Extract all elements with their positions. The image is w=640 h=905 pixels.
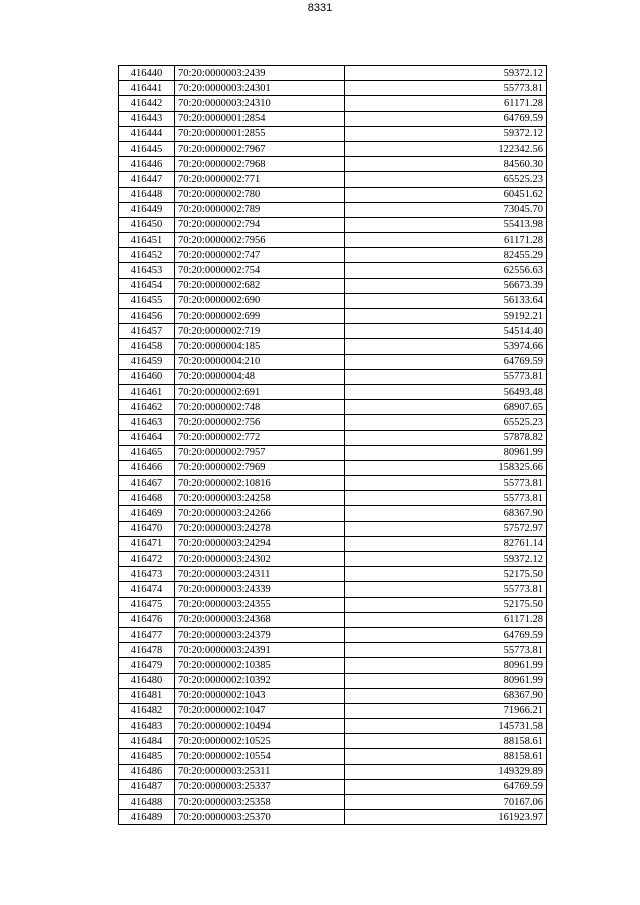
row-number-cell: 416457 (119, 324, 175, 339)
row-number-cell: 416449 (119, 202, 175, 217)
value-cell: 52175.50 (345, 567, 547, 582)
row-number-cell: 416447 (119, 172, 175, 187)
value-cell: 52175.50 (345, 597, 547, 612)
table-row (119, 141, 547, 156)
cadastral-number-cell: 70:20:0000003:24391 (175, 643, 345, 658)
cadastral-number-cell: 70:20:0000003:25311 (175, 764, 345, 779)
table-row (119, 810, 547, 825)
row-number-cell: 416452 (119, 248, 175, 263)
table-row (119, 263, 547, 278)
table-row (119, 202, 547, 217)
cadastral-number-cell: 70:20:0000002:690 (175, 293, 345, 308)
table-row (119, 779, 547, 794)
cadastral-number-cell: 70:20:0000002:7969 (175, 460, 345, 475)
cadastral-number-cell: 70:20:0000002:699 (175, 309, 345, 324)
table-row (119, 81, 547, 96)
value-cell: 88158.61 (345, 749, 547, 764)
row-number-cell: 416483 (119, 719, 175, 734)
cadastral-number-cell: 70:20:0000002:772 (175, 430, 345, 445)
value-cell: 64769.59 (345, 627, 547, 642)
row-number-cell: 416468 (119, 491, 175, 506)
cadastral-number-cell: 70:20:0000003:25370 (175, 810, 345, 825)
cadastral-number-cell: 70:20:0000003:24266 (175, 506, 345, 521)
cadastral-number-cell: 70:20:0000004:185 (175, 339, 345, 354)
table-row (119, 96, 547, 111)
row-number-cell: 416451 (119, 233, 175, 248)
row-number-cell: 416472 (119, 552, 175, 567)
row-number-cell: 416440 (119, 66, 175, 81)
cadastral-number-cell: 70:20:0000001:2855 (175, 126, 345, 141)
row-number-cell: 416470 (119, 521, 175, 536)
row-number-cell: 416463 (119, 415, 175, 430)
cadastral-number-cell: 70:20:0000003:24302 (175, 552, 345, 567)
value-cell: 55773.81 (345, 491, 547, 506)
table-row (119, 293, 547, 308)
value-cell: 59372.12 (345, 66, 547, 81)
value-cell: 55773.81 (345, 369, 547, 384)
cadastral-number-cell: 70:20:0000002:794 (175, 217, 345, 232)
table-row (119, 172, 547, 187)
row-number-cell: 416465 (119, 445, 175, 460)
row-number-cell: 416462 (119, 400, 175, 415)
cadastral-number-cell: 70:20:0000001:2854 (175, 111, 345, 126)
cadastral-number-cell: 70:20:0000003:24368 (175, 612, 345, 627)
table-row (119, 430, 547, 445)
value-cell: 64769.59 (345, 354, 547, 369)
cadastral-number-cell: 70:20:0000002:7957 (175, 445, 345, 460)
cadastral-number-cell: 70:20:0000002:1043 (175, 688, 345, 703)
row-number-cell: 416481 (119, 688, 175, 703)
table-row (119, 491, 547, 506)
cadastral-number-cell: 70:20:0000002:756 (175, 415, 345, 430)
table-row (119, 324, 547, 339)
cadastral-number-cell: 70:20:0000002:7967 (175, 141, 345, 156)
row-number-cell: 416459 (119, 354, 175, 369)
table-row (119, 445, 547, 460)
table-row (119, 400, 547, 415)
row-number-cell: 416461 (119, 384, 175, 399)
value-cell: 68907.65 (345, 400, 547, 415)
table-row (119, 476, 547, 491)
value-cell: 158325.66 (345, 460, 547, 475)
table-row (119, 719, 547, 734)
cadastral-number-cell: 70:20:0000002:754 (175, 263, 345, 278)
table-row (119, 248, 547, 263)
row-number-cell: 416482 (119, 703, 175, 718)
cadastral-number-cell: 70:20:0000003:25337 (175, 779, 345, 794)
value-cell: 82455.29 (345, 248, 547, 263)
cadastral-number-cell: 70:20:0000003:24310 (175, 96, 345, 111)
cadastral-number-cell: 70:20:0000002:10494 (175, 719, 345, 734)
table-row (119, 703, 547, 718)
table-row (119, 354, 547, 369)
row-number-cell: 416442 (119, 96, 175, 111)
row-number-cell: 416479 (119, 658, 175, 673)
row-number-cell: 416478 (119, 643, 175, 658)
row-number-cell: 416476 (119, 612, 175, 627)
table-row (119, 521, 547, 536)
table-row (119, 506, 547, 521)
value-cell: 64769.59 (345, 779, 547, 794)
table-row (119, 552, 547, 567)
cadastral-number-cell: 70:20:0000003:24294 (175, 536, 345, 551)
records-table-body (119, 66, 547, 825)
value-cell: 61171.28 (345, 612, 547, 627)
row-number-cell: 416488 (119, 795, 175, 810)
row-number-cell: 416487 (119, 779, 175, 794)
table-row (119, 66, 547, 81)
row-number-cell: 416466 (119, 460, 175, 475)
cadastral-number-cell: 70:20:0000004:210 (175, 354, 345, 369)
value-cell: 70167.06 (345, 795, 547, 810)
value-cell: 71966.21 (345, 703, 547, 718)
value-cell: 57878.82 (345, 430, 547, 445)
value-cell: 55773.81 (345, 81, 547, 96)
cadastral-number-cell: 70:20:0000003:24278 (175, 521, 345, 536)
value-cell: 56493.48 (345, 384, 547, 399)
table-row (119, 384, 547, 399)
row-number-cell: 416445 (119, 141, 175, 156)
value-cell: 56673.39 (345, 278, 547, 293)
row-number-cell: 416464 (119, 430, 175, 445)
table-row (119, 612, 547, 627)
table-row (119, 415, 547, 430)
value-cell: 56133.64 (345, 293, 547, 308)
table-row (119, 157, 547, 172)
value-cell: 149329.89 (345, 764, 547, 779)
value-cell: 80961.99 (345, 673, 547, 688)
cadastral-number-cell: 70:20:0000002:10525 (175, 734, 345, 749)
value-cell: 88158.61 (345, 734, 547, 749)
table-row (119, 111, 547, 126)
value-cell: 55773.81 (345, 643, 547, 658)
row-number-cell: 416484 (119, 734, 175, 749)
cadastral-number-cell: 70:20:0000002:10385 (175, 658, 345, 673)
value-cell: 65525.23 (345, 172, 547, 187)
row-number-cell: 416443 (119, 111, 175, 126)
table-row (119, 673, 547, 688)
cadastral-number-cell: 70:20:0000002:10392 (175, 673, 345, 688)
table-row (119, 126, 547, 141)
cadastral-number-cell: 70:20:0000002:7956 (175, 233, 345, 248)
table-row (119, 536, 547, 551)
value-cell: 61171.28 (345, 233, 547, 248)
cadastral-number-cell: 70:20:0000003:25358 (175, 795, 345, 810)
cadastral-number-cell: 70:20:0000002:719 (175, 324, 345, 339)
value-cell: 55413.98 (345, 217, 547, 232)
value-cell: 62556.63 (345, 263, 547, 278)
table-row (119, 688, 547, 703)
cadastral-number-cell: 70:20:0000002:780 (175, 187, 345, 202)
cadastral-number-cell: 70:20:0000003:24379 (175, 627, 345, 642)
table-row (119, 339, 547, 354)
value-cell: 59372.12 (345, 552, 547, 567)
row-number-cell: 416448 (119, 187, 175, 202)
cadastral-number-cell: 70:20:0000003:2439 (175, 66, 345, 81)
value-cell: 73045.70 (345, 202, 547, 217)
row-number-cell: 416450 (119, 217, 175, 232)
cadastral-number-cell: 70:20:0000003:24301 (175, 81, 345, 96)
row-number-cell: 416474 (119, 582, 175, 597)
cadastral-number-cell: 70:20:0000003:24339 (175, 582, 345, 597)
cadastral-number-cell: 70:20:0000002:748 (175, 400, 345, 415)
cadastral-number-cell: 70:20:0000002:747 (175, 248, 345, 263)
value-cell: 68367.90 (345, 506, 547, 521)
row-number-cell: 416477 (119, 627, 175, 642)
table-row (119, 369, 547, 384)
table-row (119, 233, 547, 248)
row-number-cell: 416485 (119, 749, 175, 764)
table-row (119, 627, 547, 642)
value-cell: 84560.30 (345, 157, 547, 172)
table-row (119, 795, 547, 810)
value-cell: 55773.81 (345, 476, 547, 491)
cadastral-number-cell: 70:20:0000003:24311 (175, 567, 345, 582)
row-number-cell: 416467 (119, 476, 175, 491)
row-number-cell: 416456 (119, 309, 175, 324)
value-cell: 60451.62 (345, 187, 547, 202)
cadastral-number-cell: 70:20:0000002:771 (175, 172, 345, 187)
table-row (119, 734, 547, 749)
value-cell: 53974.66 (345, 339, 547, 354)
table-row (119, 187, 547, 202)
records-table (118, 65, 547, 825)
row-number-cell: 416489 (119, 810, 175, 825)
row-number-cell: 416475 (119, 597, 175, 612)
row-number-cell: 416444 (119, 126, 175, 141)
value-cell: 68367.90 (345, 688, 547, 703)
value-cell: 122342.56 (345, 141, 547, 156)
table-row (119, 582, 547, 597)
row-number-cell: 416455 (119, 293, 175, 308)
row-number-cell: 416486 (119, 764, 175, 779)
cadastral-number-cell: 70:20:0000002:691 (175, 384, 345, 399)
table-row (119, 217, 547, 232)
value-cell: 54514.40 (345, 324, 547, 339)
table-row (119, 278, 547, 293)
row-number-cell: 416454 (119, 278, 175, 293)
cadastral-number-cell: 70:20:0000003:24258 (175, 491, 345, 506)
value-cell: 59192.21 (345, 309, 547, 324)
value-cell: 80961.99 (345, 445, 547, 460)
value-cell: 59372.12 (345, 126, 547, 141)
cadastral-number-cell: 70:20:0000004:48 (175, 369, 345, 384)
cadastral-number-cell: 70:20:0000002:682 (175, 278, 345, 293)
cadastral-number-cell: 70:20:0000003:24355 (175, 597, 345, 612)
table-row (119, 658, 547, 673)
value-cell: 55773.81 (345, 582, 547, 597)
row-number-cell: 416469 (119, 506, 175, 521)
table-row (119, 460, 547, 475)
cadastral-number-cell: 70:20:0000002:1047 (175, 703, 345, 718)
value-cell: 57572.97 (345, 521, 547, 536)
table-row (119, 764, 547, 779)
value-cell: 61171.28 (345, 96, 547, 111)
value-cell: 161923.97 (345, 810, 547, 825)
row-number-cell: 416441 (119, 81, 175, 96)
value-cell: 65525.23 (345, 415, 547, 430)
value-cell: 64769.59 (345, 111, 547, 126)
row-number-cell: 416460 (119, 369, 175, 384)
row-number-cell: 416473 (119, 567, 175, 582)
row-number-cell: 416480 (119, 673, 175, 688)
value-cell: 80961.99 (345, 658, 547, 673)
cadastral-number-cell: 70:20:0000002:10816 (175, 476, 345, 491)
row-number-cell: 416458 (119, 339, 175, 354)
value-cell: 82761.14 (345, 536, 547, 551)
cadastral-number-cell: 70:20:0000002:789 (175, 202, 345, 217)
table-row (119, 749, 547, 764)
table-row (119, 597, 547, 612)
row-number-cell: 416471 (119, 536, 175, 551)
row-number-cell: 416453 (119, 263, 175, 278)
cadastral-number-cell: 70:20:0000002:7968 (175, 157, 345, 172)
table-row (119, 643, 547, 658)
value-cell: 145731.58 (345, 719, 547, 734)
table-row (119, 567, 547, 582)
row-number-cell: 416446 (119, 157, 175, 172)
cadastral-number-cell: 70:20:0000002:10554 (175, 749, 345, 764)
page-number: 8331 (307, 2, 333, 14)
table-row (119, 309, 547, 324)
